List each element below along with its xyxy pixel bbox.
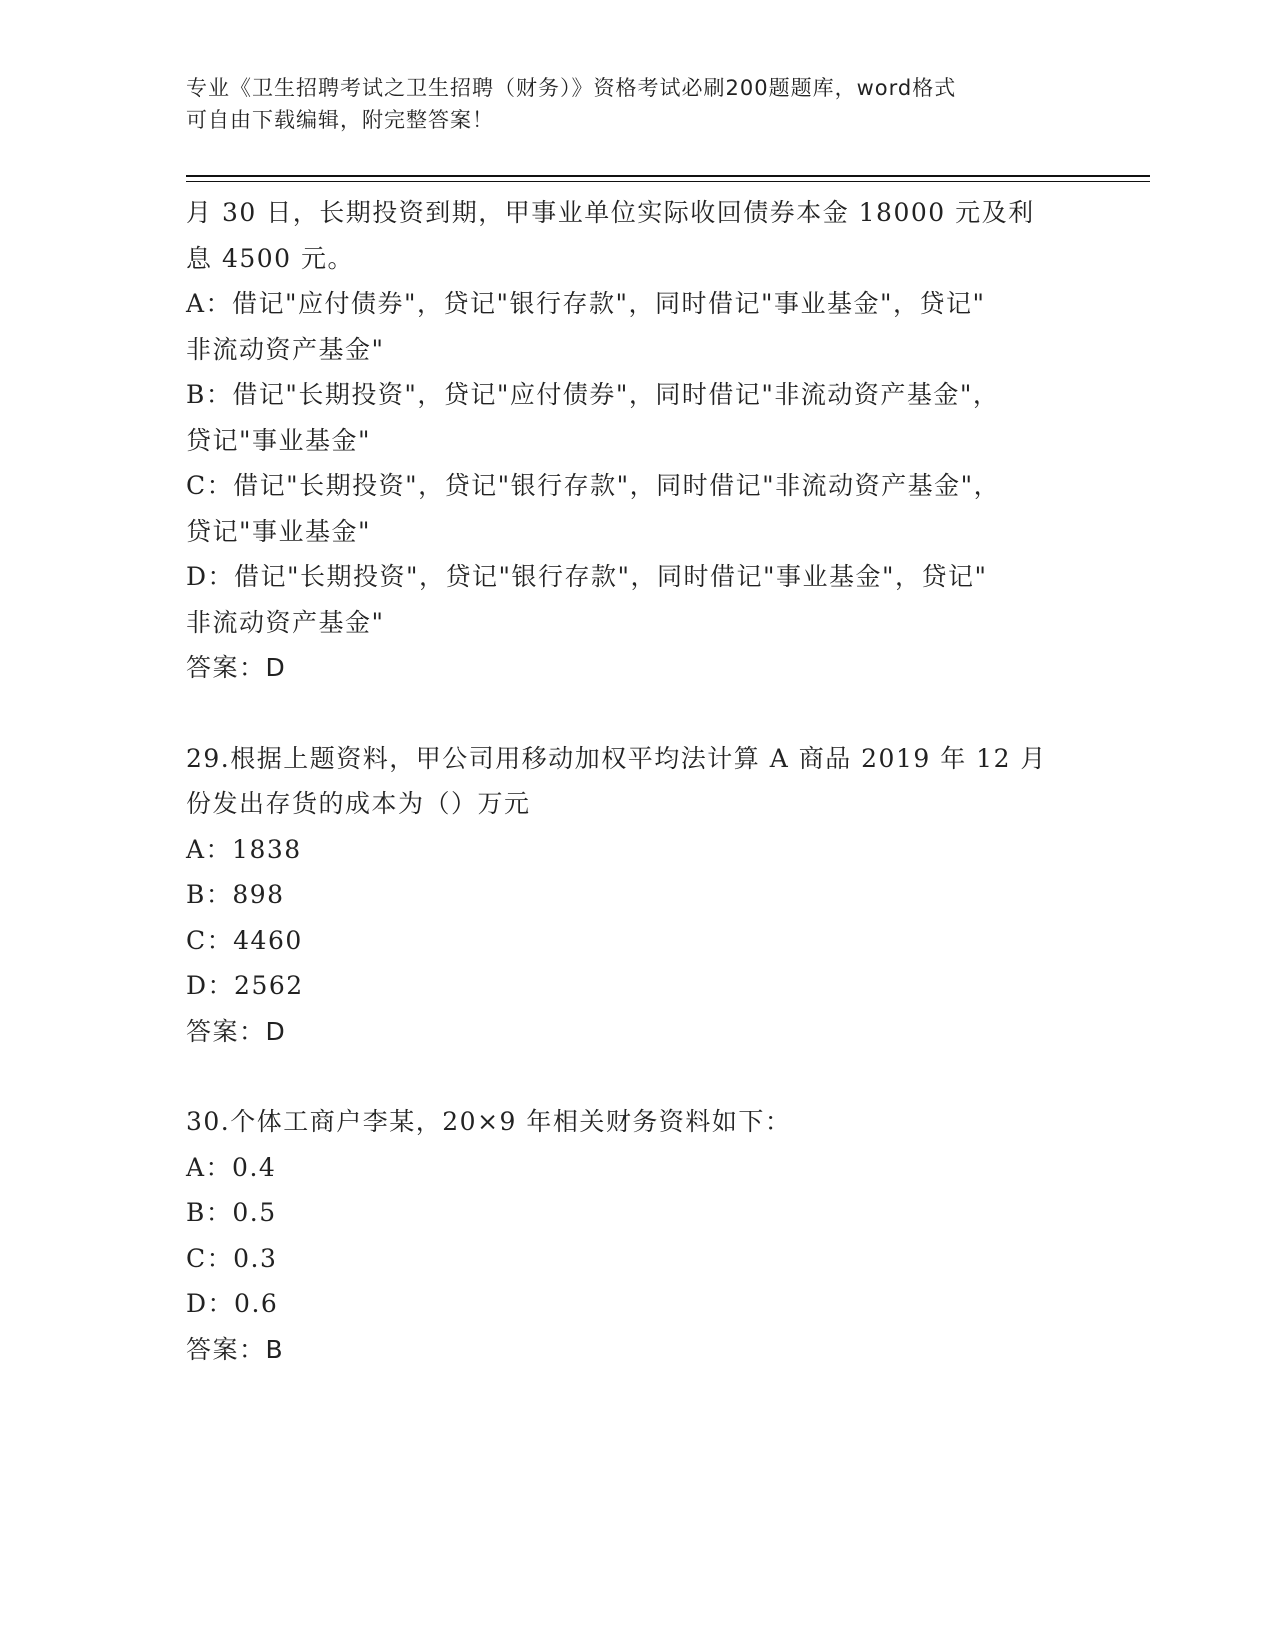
header-title-line-1: 专业《卫生招聘考试之卫生招聘（财务）》资格考试必刷200题题库，word格式 (186, 76, 957, 100)
header-title-line-2: 可自由下载编辑，附完整答案！ (186, 108, 494, 132)
option-d: 非流动资产基金" (186, 607, 385, 637)
question-stem: 29.根据上题资料，甲公司用移动加权平均法计算 A 商品 2019 年 12 月 (186, 743, 1047, 773)
option-c: C：0.3 (186, 1243, 278, 1273)
option-a: A：0.4 (186, 1152, 277, 1182)
option-c: C：4460 (186, 925, 303, 955)
spacer (186, 1054, 1116, 1099)
option-c: 贷记"事业基金" (186, 516, 371, 546)
option-d: D：2562 (186, 971, 304, 1000)
option-d: D：0.6 (186, 1289, 279, 1318)
option-a: 非流动资产基金" (186, 334, 385, 364)
document-body (186, 190, 1116, 1372)
option-b: B：898 (186, 880, 285, 909)
question-stem: 份发出存货的成本为（）万元 (186, 789, 531, 818)
answer: 答案：D (186, 1016, 287, 1046)
question-stem: 息 4500 元。 (186, 243, 355, 273)
option-c: C：借记"长期投资"，贷记"银行存款"，同时借记"非流动资产基金"， (186, 471, 1001, 500)
question-stem: 30.个体工商户李某，20×9 年相关财务资料如下： (186, 1107, 792, 1136)
option-b: B：借记"长期投资"，贷记"应付债券"，同时借记"非流动资产基金"， (186, 380, 1000, 409)
question-stem: 月 30 日，长期投资到期，甲事业单位实际收回债券本金 18000 元及利 (186, 198, 1035, 227)
answer: 答案：D (186, 653, 287, 682)
header-rule-thin (186, 181, 1150, 182)
answer: 答案：B (186, 1334, 285, 1364)
option-a: A：借记"应付债券"，贷记"银行存款"，同时借记"事业基金"，贷记" (186, 289, 986, 318)
option-d: D：借记"长期投资"，贷记"银行存款"，同时借记"事业基金"，贷记" (186, 562, 988, 591)
option-b: 贷记"事业基金" (186, 425, 371, 455)
header-rule-thick (186, 175, 1150, 177)
option-b: B：0.5 (186, 1198, 277, 1227)
question-30 (186, 1099, 1116, 1372)
question-29 (186, 736, 1116, 1055)
question-28 (186, 190, 1116, 691)
option-a: A：1838 (186, 834, 302, 864)
page-header (186, 72, 1086, 136)
spacer (186, 691, 1116, 736)
